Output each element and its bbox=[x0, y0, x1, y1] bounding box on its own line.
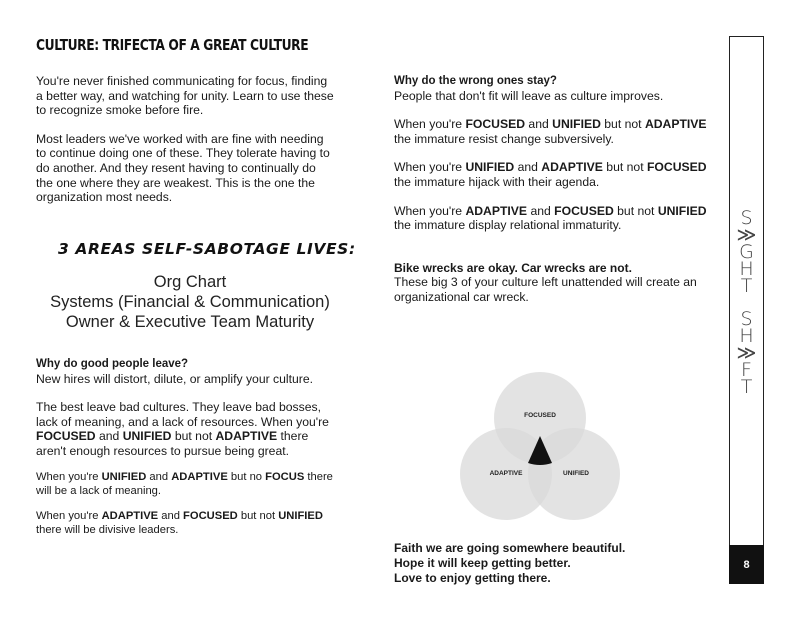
leaders-paragraph: Most leaders we've worked with are fine with needing to continue doing one of these. They tolerate having to do another. And they resent having to continually do the one where they are weakest. This is the one the organization most needs. bbox=[36, 131, 330, 205]
quote-line: Hope it will keep getting better. bbox=[394, 556, 571, 570]
question-heading: Why do the wrong ones stay? bbox=[394, 75, 557, 87]
hijack-paragraph: When you're UNIFIED and ADAPTIVE but not FOCUSED the immature hijack with their agenda. bbox=[394, 160, 707, 189]
intro-paragraph: You're never finished communicating for focus, finding a better way, and watching for unity. Learn to use these to recognize smoke before fire. bbox=[36, 74, 334, 118]
area-item: Org Chart bbox=[153, 273, 227, 291]
right-column bbox=[394, 74, 714, 305]
bike-text: These big 3 of your culture left unattended will create an organizational car wreck. bbox=[394, 275, 697, 304]
answer-text: New hires will distort, dilute, or amplify your culture. bbox=[36, 371, 314, 386]
venn-label-adaptive: ADAPTIVE bbox=[489, 470, 523, 477]
left-column bbox=[36, 74, 336, 205]
answer-text: People that don't fit will leave as culture improves. bbox=[394, 88, 664, 103]
left-lower-column bbox=[36, 357, 336, 537]
areas-list bbox=[30, 272, 350, 332]
brand-logo: S ≫ G H T S H ≫ F T bbox=[736, 207, 757, 398]
quote-line: Love to enjoy getting there. bbox=[394, 571, 551, 585]
best-leave-paragraph: The best leave bad cultures. They leave bad bosses, lack of meaning, and a lack of resources. When you're FOCUSED and UNIFIED but not ADAPTIVE there aren't enough resources to pursue being great. bbox=[36, 400, 329, 458]
venn-diagram bbox=[456, 368, 626, 528]
bike-heading: Bike wrecks are okay. Car wrecks are not. bbox=[394, 260, 632, 275]
question-heading: Why do good people leave? bbox=[36, 358, 189, 370]
divisive-leaders-paragraph: When you're ADAPTIVE and FOCUSED but not UNIFIED there will be divisive leaders. bbox=[36, 509, 323, 536]
areas-heading: 3 AREAS SELF-SABOTAGE LIVES: bbox=[58, 240, 356, 258]
relational-paragraph: When you're ADAPTIVE and FOCUSED but not UNIFIED the immature display relational immaturity. bbox=[394, 203, 707, 233]
venn-label-focused: FOCUSED bbox=[524, 412, 556, 419]
quote-line: Faith we are going somewhere beautiful. bbox=[394, 541, 626, 555]
page-number: 8 bbox=[729, 545, 764, 584]
area-item: Systems (Financial & Communication) bbox=[50, 293, 330, 311]
venn-label-unified: UNIFIED bbox=[563, 470, 589, 477]
resist-change-paragraph: When you're FOCUSED and UNIFIED but not ADAPTIVE the immature resist change subversively. bbox=[394, 117, 707, 146]
lack-of-meaning-paragraph: When you're UNIFIED and ADAPTIVE but no FOCUS there will be a lack of meaning. bbox=[36, 470, 333, 497]
area-item: Owner & Executive Team Maturity bbox=[65, 313, 315, 331]
closing-quote bbox=[394, 541, 625, 586]
page-title: CULTURE: TRIFECTA OF A GREAT CULTURE bbox=[36, 36, 309, 54]
